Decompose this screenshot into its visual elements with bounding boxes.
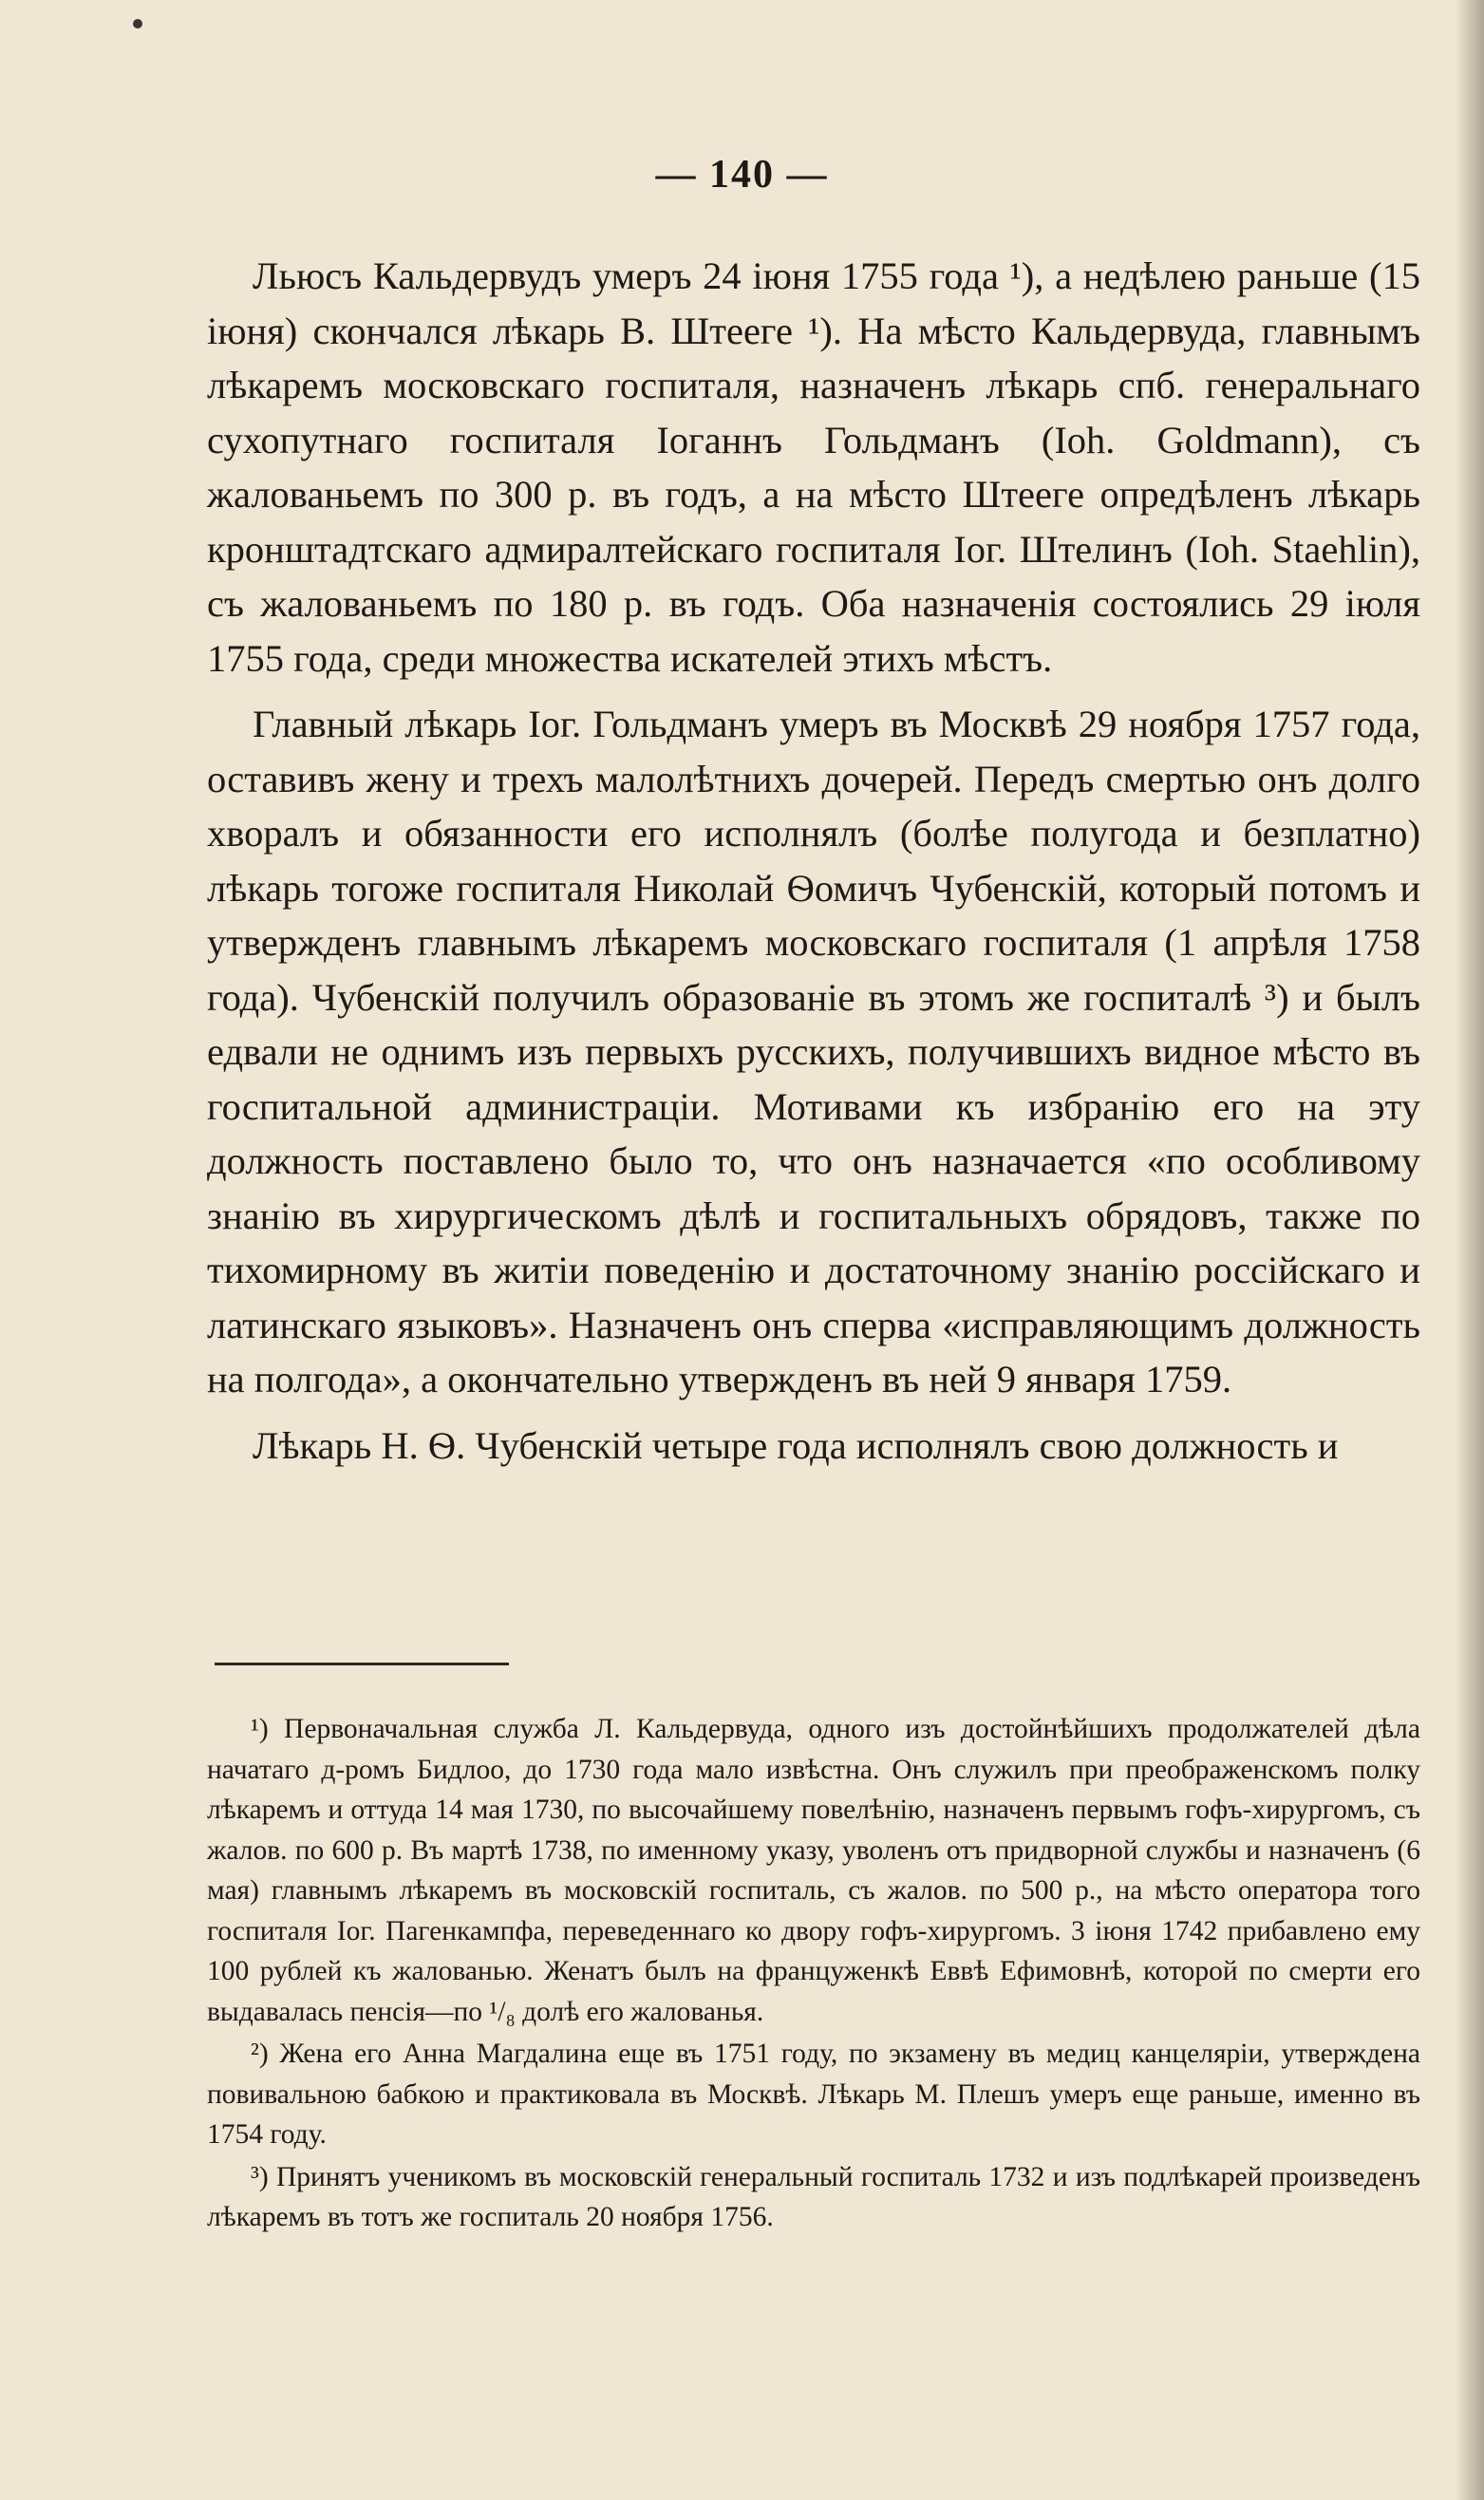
paragraph-3: Лѣкарь Н. Ѳ. Чубенскій четыре года исполнялъ свою должность и <box>253 1423 1339 1467</box>
footnote-3: ³) Принятъ ученикомъ въ московскій генеральный госпиталь 1732 и изъ подлѣкарей произведенъ лѣкаремъ въ тотъ же госпиталь 20 ноября 1756. <box>207 2161 1420 2232</box>
footnote-2: ²) Жена его Анна Магдалина еще въ 1751 году, по экзамену въ медиц канцеляріи, утверждена повивальною бабкою и практиковала въ Москвѣ. Лѣкарь М. Плешъ умеръ еще раньше, именно въ 1754 году. <box>207 2039 1420 2150</box>
main-text <box>207 249 1420 1484</box>
print-speck <box>133 19 142 28</box>
paragraph-1: Льюсъ Кальдервудъ умеръ 24 іюня 1755 года ¹), а недѣлею раньше (15 іюня) скончался лѣкарь В. Штееге ¹). На мѣсто Кальдервуда, главнымъ лѣкаремъ московскаго госпиталя, назначенъ лѣкарь спб. генеральнаго сухопутнаго госпиталя Іоганнъ Гольдманъ (Ioh. Goldmann), съ жалованьемъ по 300 р. въ годъ, а на мѣсто Штееге опредѣленъ лѣкарь кронштадтскаго адмиралтейскаго госпиталя Іог. Штелинъ (Ioh. Staehlin), съ жалованьемъ по 180 р. въ годъ. Оба назначенія состоялись 29 іюля 1755 года, среди множества искателей этихъ мѣстъ. <box>207 254 1420 680</box>
paragraph-2: Главный лѣкарь Іог. Гольдманъ умеръ въ Москвѣ 29 ноября 1757 года, оставивъ жену и трехъ малолѣтнихъ дочерей. Передъ смертью онъ долго хворалъ и обязанности его исполнялъ (болѣе полугода и безплатно) лѣкарь тогоже госпиталя Николай Ѳомичъ Чубенскій, который потомъ и утвержденъ главнымъ лѣкаремъ московскаго госпиталя (1 апрѣля 1758 года). Чубенскій получилъ образованіе въ этомъ же госпиталѣ ³) и былъ едвали не однимъ изъ первыхъ русскихъ, получившихъ видное мѣсто въ госпитальной администраціи. Мотивами къ избранію его на эту должность поставлено было то, что онъ назначается «по особливому знанію въ хирургическомъ дѣлѣ и госпитальныхъ обрядовъ, также по тихомирному въ житіи поведенію и достаточному знанію россійскаго и латинскаго языковъ». Назначенъ онъ сперва «исправляющимъ должность на полгода», а окончательно утвержденъ въ ней 9 января 1759. <box>207 703 1420 1400</box>
footnote-1: ¹) Первоначальная служба Л. Кальдервуда, одного изъ достойнѣйшихъ продолжателей дѣла начатаго д-ромъ Бидлоо, до 1730 года мало извѣстна. Онъ служилъ при преображенскомъ полку лѣкаремъ и оттуда 14 мая 1730, по высочайшему повелѣнію, назначенъ первымъ гофъ-хирургомъ, съ жалов. по 600 р. Въ мартѣ 1738, по именному указу, уволенъ отъ придворной службы и назначенъ (6 мая) главнымъ лѣкаремъ въ московскій госпиталь, съ жалов. по 500 р., на мѣсто оператора того госпиталя Іог. Пагенкампфа, переведеннаго ко двору гофъ-хирургомъ. 3 іюня 1742 прибавлено ему 100 рублей къ жалованью. Женатъ былъ на француженкѣ Еввѣ Ефимовнѣ, которой по смерти его выдавалась пенсія—по ¹/₈ долѣ его жалованья. <box>207 1714 1420 2027</box>
footnotes <box>207 1709 1420 2240</box>
page-number: — 140 — <box>655 153 829 197</box>
footnote-separator <box>215 1663 509 1665</box>
page-edge-shadow <box>1456 0 1484 2500</box>
